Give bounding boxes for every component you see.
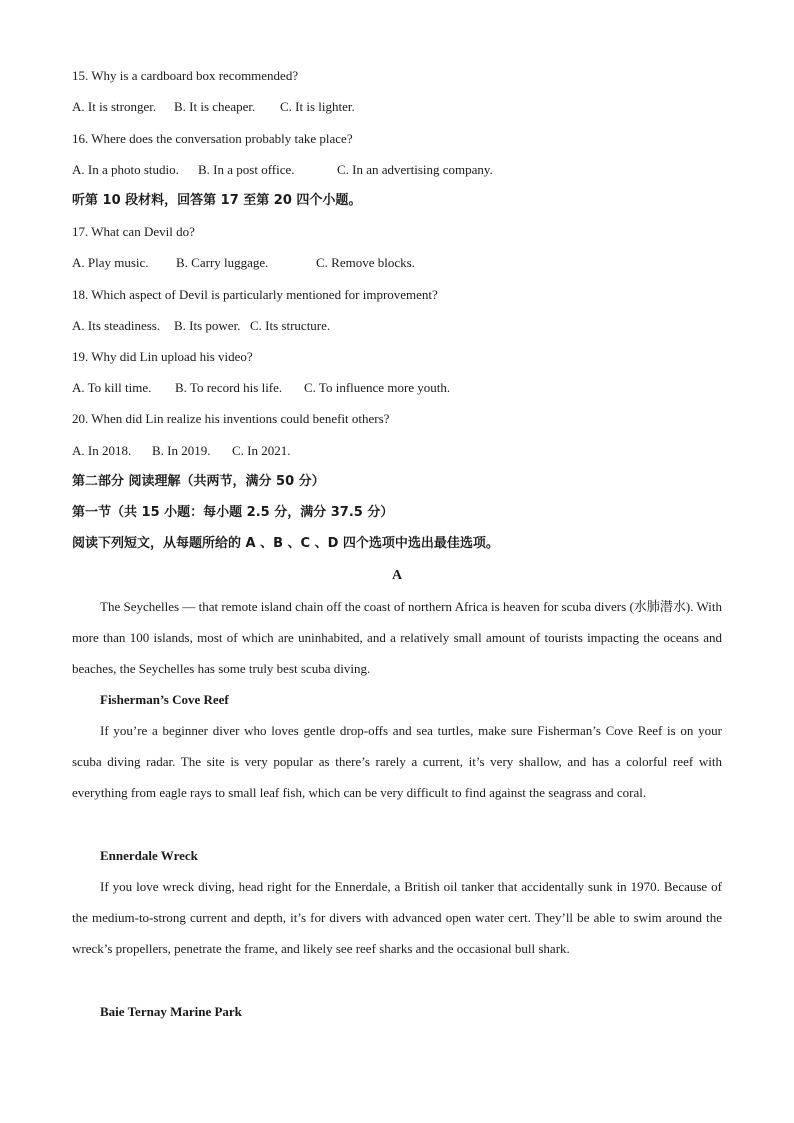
- intro-paragraph: [72, 591, 722, 685]
- site-1-paragraph: [72, 715, 722, 809]
- reading-instruction: 阅读下列短文，从每题所给的 A 、B 、C 、D 四个选项中选出最佳选项。: [72, 536, 499, 551]
- option-a: A. In 2018.: [72, 443, 132, 458]
- option-b: B. To record his life.: [175, 380, 283, 395]
- option-a: A. In a photo studio.: [72, 162, 179, 177]
- question-19-options: [72, 380, 450, 396]
- option-b: B. In 2019.: [152, 443, 211, 458]
- site-2-paragraph-text: If you love wreck diving, head right for the Ennerdale, a British oil tanker that accidentally sunk in 1970. Because of the medium-to-strong current and depth, it’s for divers with advanced open water cert. They’ll be able to swim around the wreck’s propellers, penetrate the frame, and likely see reef sharks and the occasional bull shark.: [72, 879, 722, 957]
- option-c: C. Remove blocks.: [316, 255, 415, 270]
- option-b: B. Its power.: [174, 318, 241, 333]
- option-a: A. To kill time.: [72, 380, 152, 395]
- option-a: A. Its steadiness.: [72, 318, 161, 333]
- option-b: B. In a post office.: [198, 162, 295, 177]
- option-c: C. In 2021.: [232, 443, 291, 458]
- option-b: B. Carry luggage.: [176, 255, 269, 270]
- question-17-options: [72, 255, 415, 271]
- option-c: C. It is lighter.: [280, 99, 355, 114]
- site-1-heading: Fisherman’s Cove Reef: [100, 692, 229, 707]
- section-10-instruction: 听第 10 段材料，回答第 17 至第 20 四个小题。: [72, 193, 362, 208]
- question-15-options: [72, 99, 355, 115]
- option-a: A. It is stronger.: [72, 99, 157, 114]
- question-16-options: [72, 162, 493, 178]
- option-c: C. In an advertising company.: [337, 162, 493, 177]
- option-a: A. Play music.: [72, 255, 149, 270]
- option-c: C. Its structure.: [250, 318, 331, 333]
- question-15: 15. Why is a cardboard box recommended?: [72, 68, 299, 83]
- question-19: 19. Why did Lin upload his video?: [72, 349, 253, 364]
- question-16: 16. Where does the conversation probably take place?: [72, 131, 353, 146]
- option-c: C. To influence more youth.: [304, 380, 451, 395]
- question-17: 17. What can Devil do?: [72, 224, 195, 239]
- site-2-paragraph: [72, 871, 722, 965]
- question-20-options: [72, 443, 291, 459]
- site-1-paragraph-text: If you’re a beginner diver who loves gentle drop-offs and sea turtles, make sure Fisherman’s Cove Reef is on your scuba diving radar. The site is very popular as there’s rarely a current, it’s very shallow, and has a colorful reef with everything from eagle rays to small leaf fish, which can be very difficult to find against the seagrass and coral.: [72, 723, 722, 801]
- question-18: 18. Which aspect of Devil is particularly mentioned for improvement?: [72, 287, 438, 302]
- question-20: 20. When did Lin realize his inventions could benefit others?: [72, 411, 390, 426]
- option-b: B. It is cheaper.: [174, 99, 256, 114]
- part-2-title: 第二部分 阅读理解（共两节，满分 50 分）: [72, 474, 325, 489]
- section-1-title: 第一节（共 15 小题：每小题 2.5 分，满分 37.5 分）: [72, 505, 394, 520]
- question-18-options: [72, 318, 330, 334]
- site-2-heading: Ennerdale Wreck: [100, 848, 198, 863]
- passage-label: A: [391, 568, 403, 583]
- intro-paragraph-text: The Seychelles — that remote island chain off the coast of northern Africa is heaven for scuba divers (水肺潜水). With more than 100 islands, most of which are uninhabited, and a relatively small amount of tourists impacting the oceans and beaches, the Seychelles has some truly best scuba diving.: [72, 599, 722, 677]
- site-3-heading: Baie Ternay Marine Park: [100, 1004, 242, 1019]
